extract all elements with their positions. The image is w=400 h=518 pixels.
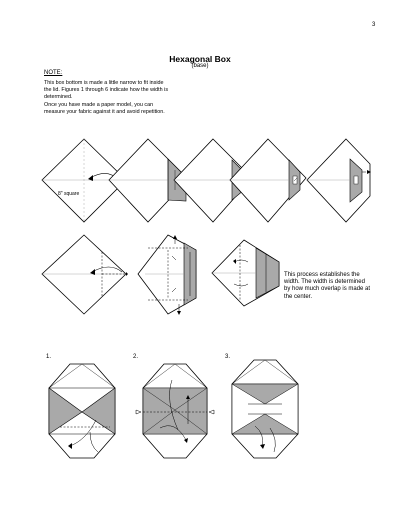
step-diagram	[307, 139, 371, 222]
page-title: Hexagonal Box	[169, 54, 231, 64]
process-note: This process establishes the width. The width is determined by how much overlap is made at the center.	[284, 272, 371, 300]
page-subtitle: (base)	[191, 63, 209, 69]
figure-number: 1.	[46, 354, 52, 360]
note-paragraph: This box bottom is made a little narrow to fit inside the lid. Figures 1 through 6 indicate how the width is determined.	[44, 80, 169, 100]
note-paragraph: Once you have made a paper model, you can measure your fabric against it and avoid repetition.	[44, 102, 165, 115]
step-diagram	[138, 235, 196, 315]
step-diagram	[230, 139, 306, 222]
figure-number: 2.	[133, 354, 139, 360]
figure-3-diagram	[232, 360, 298, 458]
figure-2-diagram	[136, 364, 214, 458]
figure-1-diagram	[49, 364, 115, 458]
page-number: 3	[372, 22, 376, 28]
step-diagram	[212, 240, 279, 306]
note-label: NOTE:	[44, 70, 63, 76]
figure-number: 3.	[225, 354, 231, 360]
square-size-label: 8" square	[58, 191, 80, 197]
step-diagram	[42, 235, 128, 314]
